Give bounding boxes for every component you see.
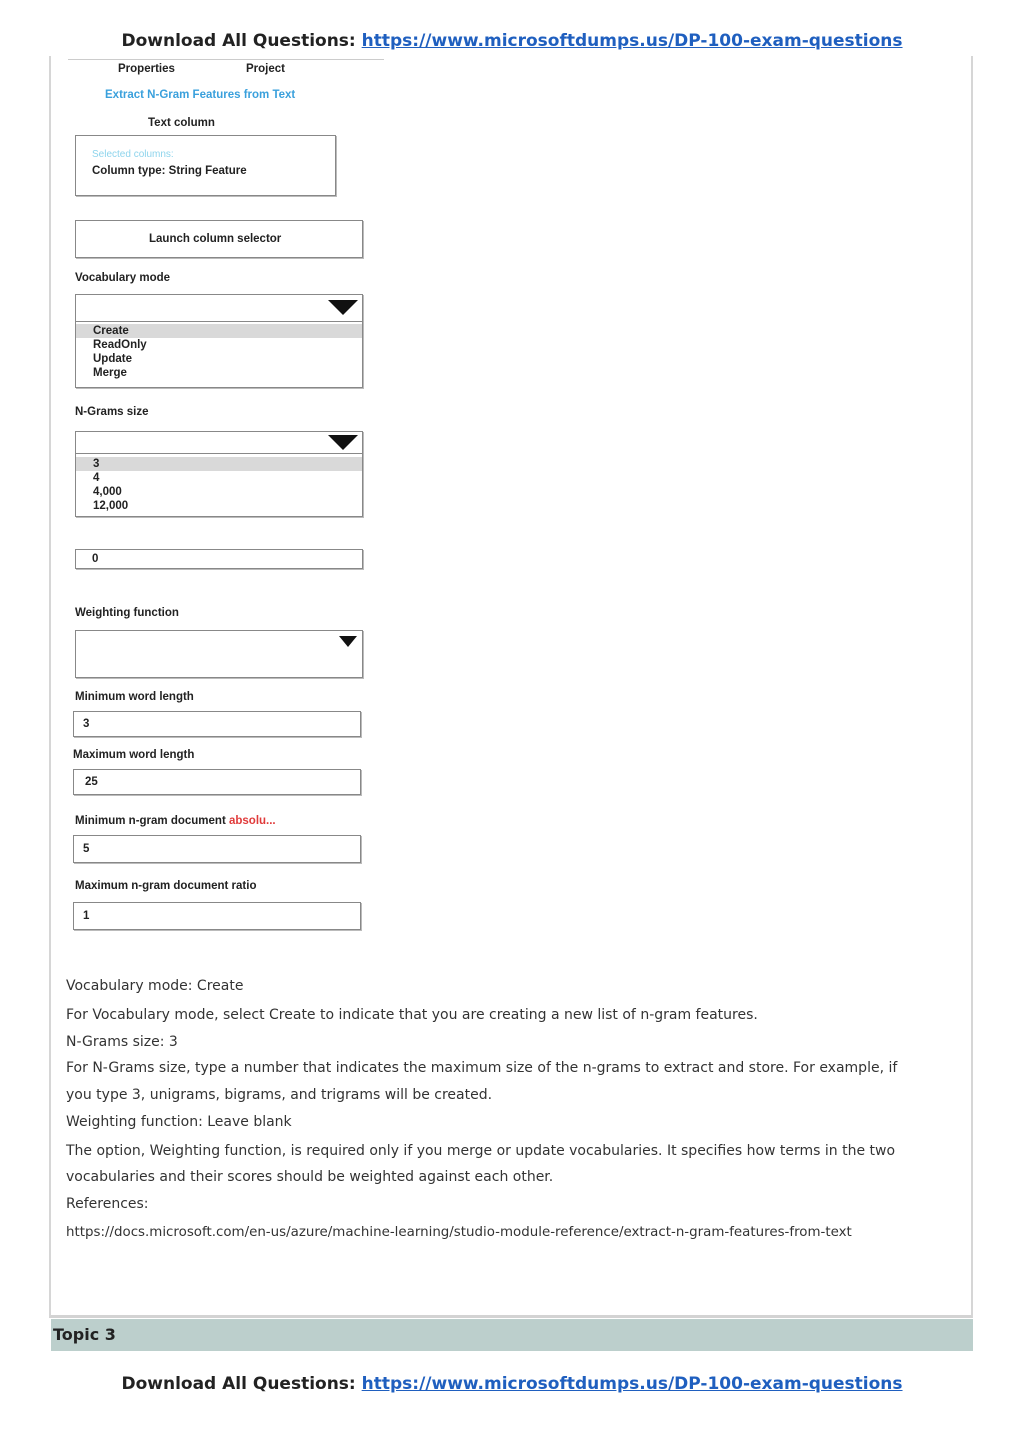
tab-properties[interactable]: Properties [118, 63, 175, 75]
min-ngram-label-red: absolu... [228, 815, 276, 827]
dropdown-rule [76, 453, 362, 454]
explanation-line: Weighting function: Leave blank [66, 1114, 292, 1130]
selected-columns-hint: Selected columns: [92, 149, 174, 160]
vocab-option-merge[interactable]: Merge [93, 367, 127, 379]
dropdown-rule [76, 321, 362, 322]
min-ngram-doc-label [75, 815, 276, 827]
text-column-label: Text column [148, 117, 215, 129]
page-footer [0, 1374, 1024, 1394]
ngram-size-dropdown[interactable] [75, 431, 363, 517]
explanation-line: Vocabulary mode: Create [66, 978, 244, 994]
weighting-function-dropdown[interactable] [75, 630, 363, 678]
ngram-size-label: N-Grams size [75, 406, 149, 418]
max-ngram-doc-ratio-input[interactable] [73, 902, 361, 930]
max-word-length-input[interactable] [73, 769, 361, 795]
header-prefix: Download All Questions: [121, 31, 362, 51]
column-type-text: Column type: String Feature [92, 165, 247, 177]
vocab-option-create[interactable]: Create [76, 324, 362, 338]
module-title: Extract N-Gram Features from Text [105, 89, 296, 101]
dropdown-arrow-icon[interactable] [328, 300, 358, 315]
max-ngram-doc-ratio-label: Maximum n-gram document ratio [75, 880, 257, 892]
input-value: 1 [83, 910, 90, 922]
launch-column-selector-button[interactable] [75, 220, 363, 258]
ngram-option-4[interactable]: 4 [93, 472, 100, 484]
reference-link[interactable]: https://docs.microsoft.com/en-us/azure/machine-learning/studio-module-reference/extract-n-gram-features-from-text [66, 1225, 852, 1240]
header-link[interactable]: https://www.microsoftdumps.us/DP-100-exam-questions [361, 31, 903, 51]
min-ngram-doc-input[interactable] [73, 835, 361, 863]
vocab-option-update[interactable]: Update [93, 353, 132, 365]
input-value: 5 [83, 843, 90, 855]
explanation-line: The option, Weighting function, is required only if you merge or update vocabularies. It specifies how terms in the two [66, 1143, 896, 1159]
launch-button-label: Launch column selector [149, 233, 282, 245]
max-word-length-label: Maximum word length [73, 749, 195, 761]
weighting-function-label: Weighting function [75, 607, 179, 619]
explanation-line: N-Grams size: 3 [66, 1034, 178, 1050]
topic-banner: Topic 3 [51, 1319, 973, 1351]
explanation-line: References: [66, 1196, 149, 1212]
min-word-length-input[interactable] [73, 711, 361, 737]
input-value: 0 [92, 553, 99, 565]
input-value: 25 [85, 776, 98, 788]
min-ngram-label-text: Minimum n-gram document [75, 815, 226, 827]
vocab-option-readonly[interactable]: ReadOnly [93, 339, 147, 351]
dropdown-arrow-icon[interactable] [339, 636, 357, 647]
properties-panel-screenshot [64, 58, 384, 938]
footer-prefix: Download All Questions: [121, 1374, 362, 1394]
input-value: 3 [83, 718, 90, 730]
page-header [0, 31, 1024, 51]
ngram-option-3[interactable]: 3 [76, 457, 362, 471]
ngram-option-4000[interactable]: 4,000 [93, 486, 122, 498]
vocabulary-mode-label: Vocabulary mode [75, 272, 171, 284]
explanation-line: vocabularies and their scores should be weighted against each other. [66, 1169, 554, 1185]
explanation-line: you type 3, unigrams, bigrams, and trigrams will be created. [66, 1087, 493, 1103]
tab-project[interactable]: Project [246, 63, 285, 75]
min-word-length-label: Minimum word length [75, 691, 194, 703]
text-column-box [75, 135, 336, 196]
explanation-line: For N-Grams size, type a number that indicates the maximum size of the n-grams to extract and store. For example, if [66, 1060, 898, 1076]
panel-top-rule [68, 59, 384, 60]
dropdown-arrow-icon[interactable] [328, 435, 358, 450]
ngram-option-12000[interactable]: 12,000 [93, 500, 129, 512]
footer-link[interactable]: https://www.microsoftdumps.us/DP-100-exam-questions [361, 1374, 903, 1394]
k-skip-size-input[interactable] [75, 549, 363, 569]
vocabulary-mode-dropdown[interactable] [75, 294, 363, 388]
explanation-line: For Vocabulary mode, select Create to indicate that you are creating a new list of n-gram features. [66, 1007, 758, 1023]
